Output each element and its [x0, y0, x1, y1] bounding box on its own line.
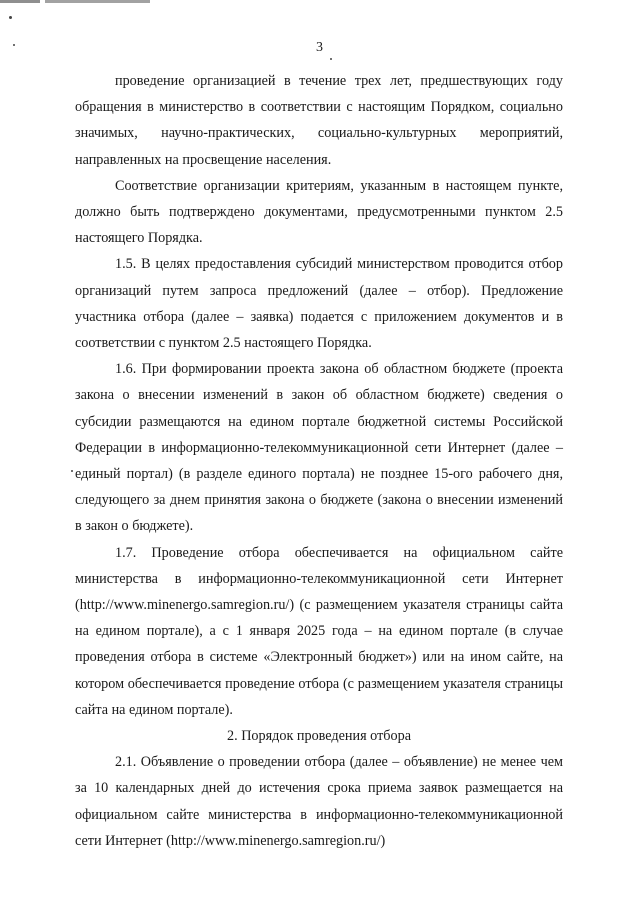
paragraph: 1.5. В целях предоставления субсидий министерством проводится отбор организаций путем запроса предложений (далее – отбор). Предложение участника отбора (далее – заявка) подается с приложением документов и в соответствии с пунктом 2.5 настоящего Порядка.: [75, 256, 563, 352]
paragraph: 1.6. При формировании проекта закона об областном бюджете (проекта закона о внесении изменений в закон об областном бюджете) сведения о субсидии размещаются на едином портале бюджетной системы Российской Федерации в информационно-телекоммуникационной сети Интернет (далее – единый портал) (в разделе единого портала) не позднее 15-ого рабочего дня, следующего за днем принятия закона о бюджете (закона о внесении изменений в закон о бюджете).: [75, 361, 563, 535]
paragraph: проведение организацией в течение трех лет, предшествующих году обращения в министерство в соответствии с настоящим Порядком, социально значимых, научно-практических, социально-культурных мероприятий, направленных на просвещение населения.: [75, 73, 563, 168]
section-heading: 2. Порядок проведения отбора: [227, 728, 411, 745]
paragraph: Соответствие организации критериям, указанным в настоящем пункте, должно быть подтверждено документами, предусмотренными пунктом 2.5 настоящего Порядка.: [75, 177, 563, 247]
scan-speck: [9, 16, 12, 19]
scan-speck: [71, 470, 73, 472]
body-text: [75, 68, 563, 854]
page-number: 3: [316, 40, 323, 55]
paragraph: 1.7. Проведение отбора обеспечивается на официальном сайте министерства в информационно-телекоммуникационной сети Интернет (http://www.minenergo.samregion.ru/) (с размещением указателя страницы сайта на едином портале), а с 1 января 2025 года – на едином портале (в случае проведения отбора в системе «Электронный бюджет») или на ином сайте, на котором обеспечивается проведение отбора (с размещением указателя страницы сайта на едином портале).: [75, 544, 563, 718]
scan-speck: [330, 58, 332, 60]
scan-edge-mark: [0, 0, 639, 3]
paragraph: 2.1. Объявление о проведении отбора (далее – объявление) не менее чем за 10 календарных дней до истечения срока приема заявок размещается на официальном сайте министерства в информационно-телекоммуникационной сети Интернет (http://www.minenergo.samregion.ru/): [75, 754, 563, 849]
